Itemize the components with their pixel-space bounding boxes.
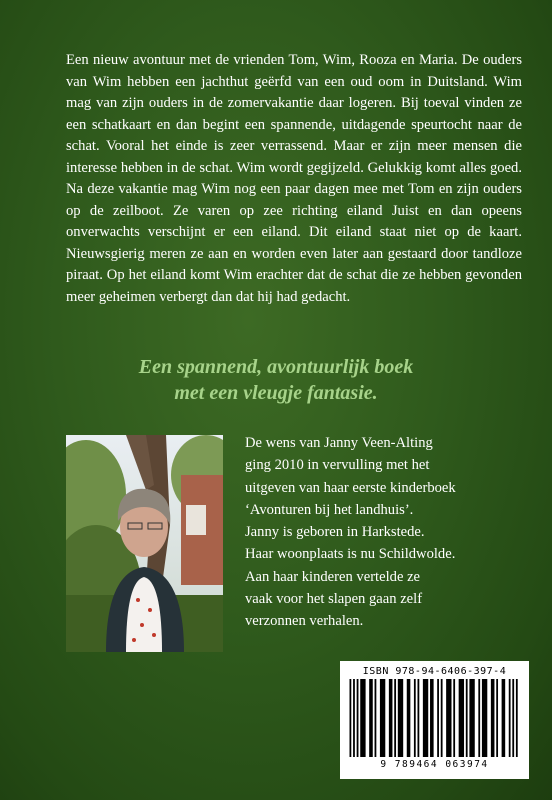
barcode-bar bbox=[360, 679, 365, 757]
author-bio bbox=[245, 432, 535, 633]
isbn-label: ISBN 978-94-6406-397-4 bbox=[362, 666, 507, 677]
barcode-bar bbox=[512, 679, 514, 757]
barcode-bar bbox=[423, 679, 428, 757]
barcode-bar bbox=[459, 679, 464, 757]
bio-line: Janny is geboren in Harkstede. bbox=[245, 524, 425, 541]
bio-line: verzonnen verhalen. bbox=[245, 613, 364, 630]
barcode-bar bbox=[491, 679, 495, 757]
barcode-bar bbox=[516, 679, 518, 757]
bio-line: De wens van Janny Veen-Alting bbox=[245, 435, 433, 451]
tagline bbox=[0, 354, 552, 406]
barcode-bar bbox=[446, 679, 451, 757]
barcode-bar bbox=[418, 679, 420, 757]
barcode-bars bbox=[346, 679, 523, 759]
barcode-bar bbox=[469, 679, 474, 757]
barcode-bar bbox=[350, 679, 352, 757]
barcode-digits: 9 789464 063974 bbox=[380, 759, 489, 770]
barcode-bar bbox=[407, 679, 411, 757]
bio-line: vaak voor het slapen gaan zelf bbox=[245, 591, 423, 608]
isbn-barcode bbox=[340, 661, 529, 779]
barcode-bar bbox=[414, 679, 416, 757]
barcode-bar bbox=[380, 679, 385, 757]
barcode-bar bbox=[496, 679, 498, 757]
bio-line: Aan haar kinderen vertelde ze bbox=[245, 568, 421, 585]
barcode-bar bbox=[430, 679, 434, 757]
barcode-bar bbox=[466, 679, 468, 757]
bio-line: uitgeven van haar eerste kinderboek bbox=[245, 479, 456, 496]
barcode-bar bbox=[375, 679, 377, 757]
barcode-bar bbox=[389, 679, 393, 757]
barcode-bar bbox=[509, 679, 511, 757]
bio-line: ging 2010 in vervulling met het bbox=[245, 457, 430, 474]
barcode-bar bbox=[398, 679, 403, 757]
barcode-bar bbox=[478, 679, 480, 757]
barcode-bar bbox=[357, 679, 359, 757]
barcode-bar bbox=[353, 679, 355, 757]
barcode-bar bbox=[394, 679, 396, 757]
barcode-bar bbox=[369, 679, 373, 757]
barcode-bar bbox=[453, 679, 455, 757]
bio-line: ‘Avonturen bij het landhuis’. bbox=[245, 501, 414, 518]
barcode-bar bbox=[482, 679, 487, 757]
author-photo bbox=[66, 435, 223, 652]
tagline-line-1: Een spannend, avontuurlijk boek bbox=[138, 356, 414, 378]
tagline-line-2: met een vleugje fantasie. bbox=[174, 382, 378, 404]
back-cover-blurb: Een nieuw avontuur met de vrienden Tom, Wim, Rooza en Maria. De ouders van Wim hebben een jachthut geërfd van een oud oom in Duitsland. Wim mag van zijn ouders in de zomervakantie daar logeren. Bij toeval vinden ze een schatkaart en dan begint een spannende, uitdagende speurtocht naar de schat. Vooral het einde is zeer verrassend. Maar er zijn meer mensen die interesse hebben in de schat. Wim wordt gegijzeld. Gelukkig komt alles goed. Na deze vakantie mag Wim nog een paar dagen mee met Tom en zijn ouders op de zeilboot. Ze varen op zee richting eiland Juist en dan opeens onverwachts verschijnt er een eiland. Dit eiland staat niet op de kaart. Nieuwsgierig meren ze aan en worden even later aan gestaard door tandloze piraat. Op het eiland komt Wim erachter dat de schat die ze hebben gevonden meer geheimen verbergt dan dat hij had gedacht. bbox=[66, 52, 522, 305]
barcode-bar bbox=[502, 679, 506, 757]
bio-line: Haar woonplaats is nu Schildwolde. bbox=[245, 546, 456, 563]
barcode-bar bbox=[437, 679, 439, 757]
barcode-bar bbox=[441, 679, 443, 757]
